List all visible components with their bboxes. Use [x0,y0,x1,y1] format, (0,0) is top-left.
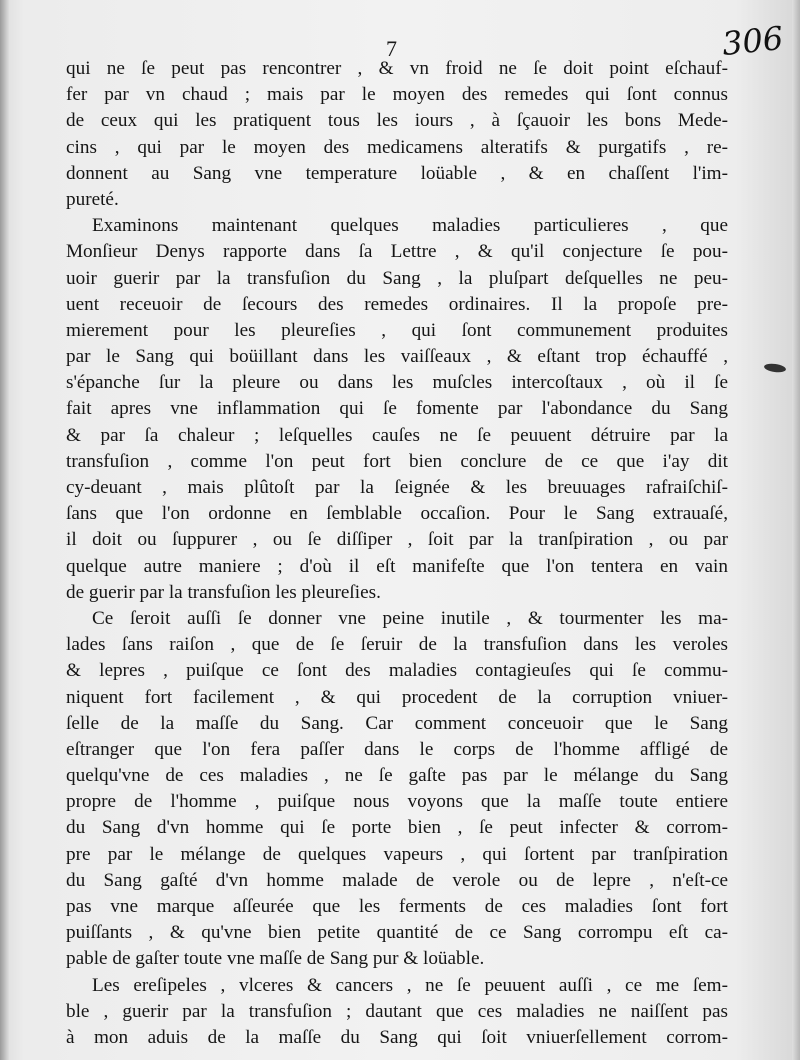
ink-blot [764,363,787,374]
text-line: transfuſion , comme l'on peut fort bien conclure de ce que i'ay dit [66,450,728,472]
text-line: puiſſants , & qu'vne bien petite quantité de ce Sang corrompu eſt ca- [66,922,728,944]
text-line: pas vne marque aſſeurée que les ferments de ces maladies ſont fort [66,896,728,917]
text-line: par le Sang qui boüillant dans les vaiſſeaux , & eſtant trop échauffé , [66,346,728,368]
body-text [66,56,728,1051]
text-line: à mon aduis de la maſſe du Sang qui ſoit vniuerſellement corrom- [66,1026,728,1048]
text-line: niquent fort facilement , & qui procedent de la corruption vniuer- [66,686,728,708]
text-line: propre de l'homme , puiſque nous voyons que la maſſe toute entiere [66,791,728,813]
text-line: il doit ou ſuppurer , ou ſe diſſiper , ſoit par la tranſpiration , ou par [66,529,728,551]
page-edge-shadow [792,0,800,1060]
text-line: pable de gaſter toute vne maſſe de Sang pur & loüable. [66,948,485,970]
text-line: & par ſa chaleur ; leſquelles cauſes ne ſe peuuent détruire par la [66,424,728,446]
text-line: ſans que l'on ordonne en ſemblable occaſion. Pour le Sang extrauaſé, [66,503,728,525]
text-line: fait apres vne inflammation qui ſe fomente par l'abondance du Sang [66,398,728,420]
text-line: cy-deuant , mais plûtoſt par la ſeignée & les breuuages rafraiſchiſ- [66,477,728,498]
text-line: Monſieur Denys rapporte dans ſa Lettre , & qu'il conjecture ſe pou- [66,241,728,263]
text-line: fer par vn chaud ; mais par le moyen des remedes qui ſont connus [66,84,728,106]
text-line: Examinons maintenant quelques maladies particulieres , que [92,215,728,237]
text-line: de guerir par la transfuſion les pleureſies. [66,581,381,603]
text-line: quelque autre maniere ; d'où il eſt manifeſte que l'on tentera en vain [66,555,728,577]
text-line: ble , guerir par la transfuſion ; dautant que ces maladies ne naiſſent pas [66,1000,728,1022]
text-line: Ce ſeroit auſſi ſe donner vne peine inutile , & tourmenter les ma- [92,607,728,629]
text-line: lades ſans raiſon , que de ſe ſeruir de la transfuſion dans les veroles [66,634,728,656]
text-line: pre par le mélange de quelques vapeurs , qui ſortent par tranſpiration [66,843,728,865]
text-line: uent receuoir de ſecours des remedes ordinaires. Il la propoſe pre- [66,293,728,315]
handwritten-folio-number: 306 [720,18,785,64]
text-line: & lepres , puiſque ce ſont des maladies contagieuſes qui ſe commu- [66,660,728,682]
text-line: eſtranger que l'on fera paſſer dans le corps de l'homme affligé de [66,738,728,760]
text-line: quelqu'vne de ces maladies , ne ſe gaſte pas par le mélange du Sang [66,765,728,787]
text-line: du Sang d'vn homme qui ſe porte bien , ſe peut infecter & corrom- [66,817,728,839]
text-line: ſelle de la maſſe du Sang. Car comment conceuoir que le Sang [66,712,728,734]
text-line: s'épanche ſur la pleure ou dans les muſcles intercoſtaux , où il ſe [66,372,728,394]
page-gutter-shadow [0,0,10,1060]
text-line: mierement pour les pleureſies , qui ſont communement produites [66,319,728,341]
text-line: pureté. [66,188,119,210]
text-line: Les ereſipeles , vlceres & cancers , ne ſe peuuent auſſi , ce me ſem- [92,974,728,996]
printed-page-number: 7 [386,36,397,61]
text-line: de ceux qui les pratiquent tous les iours , à ſçauoir les bons Mede- [66,110,728,132]
text-line: qui ne ſe peut pas rencontrer , & vn froid ne ſe doit point eſchauf- [66,58,728,79]
text-line: donnent au Sang vne temperature loüable , & en chaſſent l'im- [66,162,728,184]
text-line: du Sang gaſté d'vn homme malade de verole ou de lepre , n'eſt-ce [66,869,728,891]
text-line: uoir guerir par la transfuſion du Sang , la pluſpart deſquelles ne peu- [66,267,728,289]
text-line: cins , qui par le moyen des medicamens alteratifs & purgatifs , re- [66,136,728,158]
